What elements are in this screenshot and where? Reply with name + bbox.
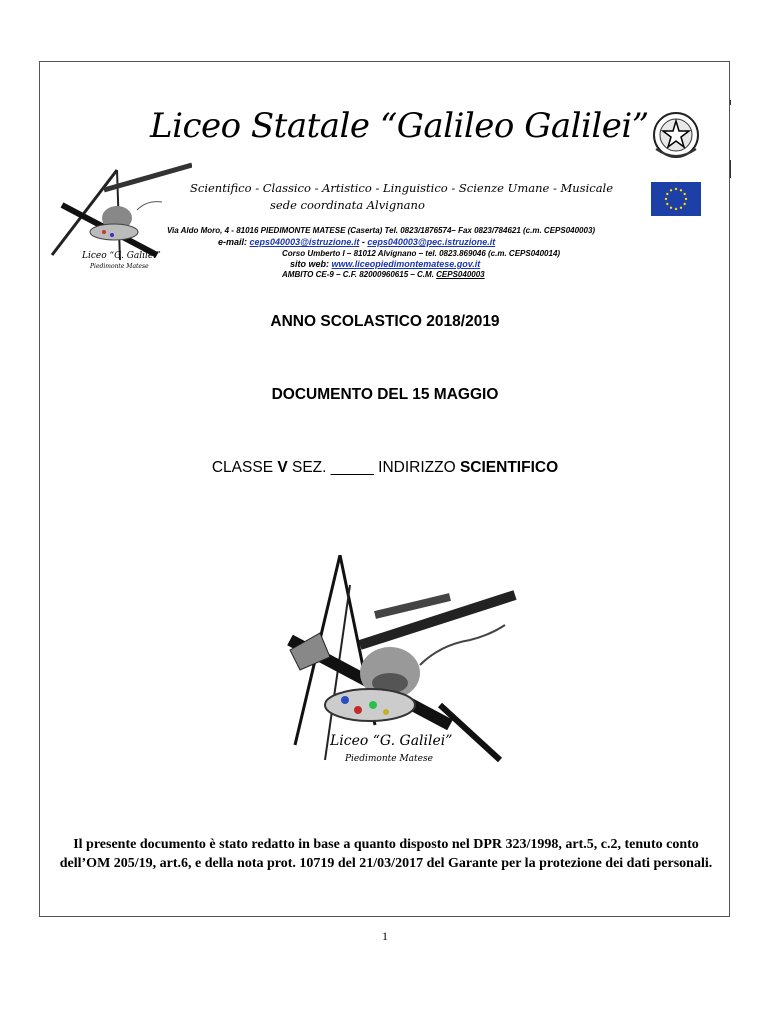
- edge-mark: [730, 160, 731, 178]
- email-link-pec[interactable]: ceps040003@pec.istruzione.it: [367, 237, 496, 247]
- ambito-line: [282, 270, 485, 279]
- classe-number: V: [277, 459, 288, 476]
- school-title: Liceo Statale “Galileo Galilei”: [150, 106, 649, 146]
- website-line: [290, 259, 480, 269]
- school-logo-large-icon: [250, 555, 520, 770]
- email-label: e-mail:: [218, 237, 248, 247]
- eu-flag-icon: [651, 182, 701, 216]
- email-line: [218, 237, 495, 247]
- small-logo-caption-2: Piedimonte Matese: [90, 263, 149, 270]
- large-logo-caption-1: Liceo “G. Galilei”: [330, 733, 453, 749]
- indirizzo-value: SCIENTIFICO: [459, 459, 559, 476]
- website-label: sito web:: [290, 259, 330, 269]
- address-line: Via Aldo Moro, 4 - 81016 PIEDIMONTE MATESE (Caserta) Tel. 0823/1876574– Fax 0823/784621 (c.m. CEPS040003): [167, 226, 596, 235]
- large-logo-caption-2: Piedimonte Matese: [345, 754, 433, 764]
- edge-mark: [730, 100, 731, 105]
- school-subtitle: Scientifico - Classico - Artistico - Linguistico - Scienze Umane - Musicale: [190, 181, 614, 195]
- website-link[interactable]: www.liceopiedimontematese.gov.it: [331, 259, 481, 269]
- email-separator: -: [359, 237, 368, 247]
- ambito-code: CEPS040003: [436, 270, 485, 279]
- corso-line: Corso Umberto I – 81012 Alvignano – tel. 0823.869046 (c.m. CEPS040014): [282, 249, 561, 258]
- anno-scolastico: ANNO SCOLASTICO 2018/2019: [270, 313, 500, 330]
- classe-middle: SEZ. _____ INDIRIZZO: [287, 459, 460, 476]
- legal-note: Il presente documento è stato redatto in base a quanto disposto nel DPR 323/1998, art.5, c.2, tenuto conto dell’OM 205/19, art.6, e della nota prot. 10719 del 21/03/2017 del Garante per la protezione dei dati personali.: [59, 837, 713, 871]
- ambito-text: AMBITO CE-9 – C.F. 82000960615 – C.M.: [282, 270, 437, 279]
- documento-title: DOCUMENTO DEL 15 MAGGIO: [271, 386, 499, 403]
- small-logo-caption-1: Liceo “G. Galilei”: [82, 251, 161, 261]
- classe-line: [0, 459, 770, 477]
- school-logo-icon: [42, 160, 192, 280]
- email-link-istruzione[interactable]: ceps040003@istruzione.it: [249, 237, 360, 247]
- page-number: 1: [382, 929, 388, 943]
- classe-prefix: CLASSE: [211, 459, 278, 476]
- sede-coordinata: sede coordinata Alvignano: [270, 198, 425, 212]
- italian-republic-emblem-icon: [650, 109, 702, 161]
